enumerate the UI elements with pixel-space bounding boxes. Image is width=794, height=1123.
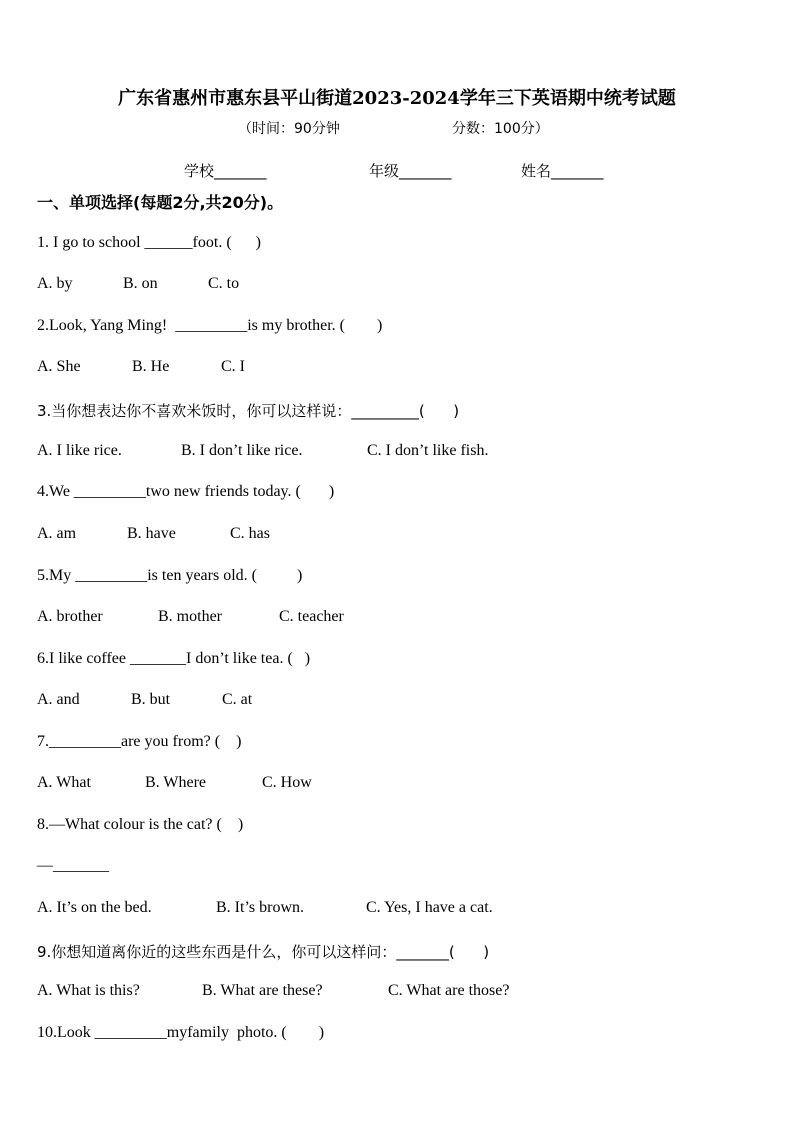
q4-option-a: A. am (37, 525, 77, 542)
q1-option-a: A. by (37, 275, 73, 292)
grade-field: 年级_______ (369, 162, 452, 180)
school-field: 学校_______ (184, 162, 267, 180)
question-6: 6.I like coffee _______I don’t like tea. ( ) (37, 650, 311, 667)
q8-option-c: C. Yes, I have a cat. (366, 899, 493, 916)
q5-option-b: B. mother (158, 608, 222, 625)
question-10: 10.Look _________myfamily photo. ( ) (37, 1024, 325, 1041)
question-1: 1. I go to school ______foot. ( ) (37, 234, 261, 251)
question-8: 8.—What colour is the cat? ( ) (37, 816, 244, 833)
q6-option-b: B. but (131, 691, 171, 708)
q3-option-c: C. I don’t like fish. (367, 442, 489, 459)
exam-score: 分数：100分） (452, 121, 549, 137)
q3-option-a: A. I like rice. (37, 442, 122, 459)
exam-title: 广东省惠州市惠东县平山街道2023-2024学年三下英语期中统考试题 (118, 88, 676, 109)
question-4: 4.We _________two new friends today. ( ) (37, 483, 335, 500)
q6-option-a: A. and (37, 691, 80, 708)
q5-option-c: C. teacher (279, 608, 344, 625)
q7-option-b: B. Where (145, 774, 207, 791)
q4-option-c: C. has (230, 525, 270, 542)
q6-option-c: C. at (222, 691, 253, 708)
q2-option-a: A. She (37, 358, 81, 375)
q5-option-a: A. brother (37, 608, 103, 625)
q9-option-c: C. What are those? (388, 982, 510, 999)
question-2: 2.Look, Yang Ming! _________is my brother. ( ) (37, 317, 383, 334)
exam-time: （时间：90分钟 (238, 121, 340, 137)
question-9: 9.你想知道离你近的这些东西是什么，你可以这样问：_______( ) (37, 943, 490, 961)
q2-option-b: B. He (132, 358, 170, 375)
q2-option-c: C. I (221, 358, 245, 375)
question-7: 7._________are you from? ( ) (37, 733, 242, 750)
q9-option-a: A. What is this? (37, 982, 140, 999)
q4-option-b: B. have (127, 525, 176, 542)
name-field: 姓名_______ (521, 162, 604, 180)
q7-option-a: A. What (37, 774, 91, 791)
question-3: 3.当你想表达你不喜欢米饭时，你可以这样说：_________( ) (37, 402, 460, 420)
q8-answer-line: —_______ (37, 857, 109, 874)
q9-option-b: B. What are these? (202, 982, 323, 999)
q1-option-c: C. to (208, 275, 240, 292)
question-5: 5.My _________is ten years old. ( ) (37, 567, 303, 584)
q7-option-c: C. How (262, 774, 312, 791)
q3-option-b: B. I don’t like rice. (181, 442, 303, 459)
q8-option-a: A. It’s on the bed. (37, 899, 152, 916)
q8-option-b: B. It’s brown. (216, 899, 304, 916)
section-title: 一、单项选择(每题2分,共20分)。 (37, 193, 284, 212)
q1-option-b: B. on (123, 275, 158, 292)
